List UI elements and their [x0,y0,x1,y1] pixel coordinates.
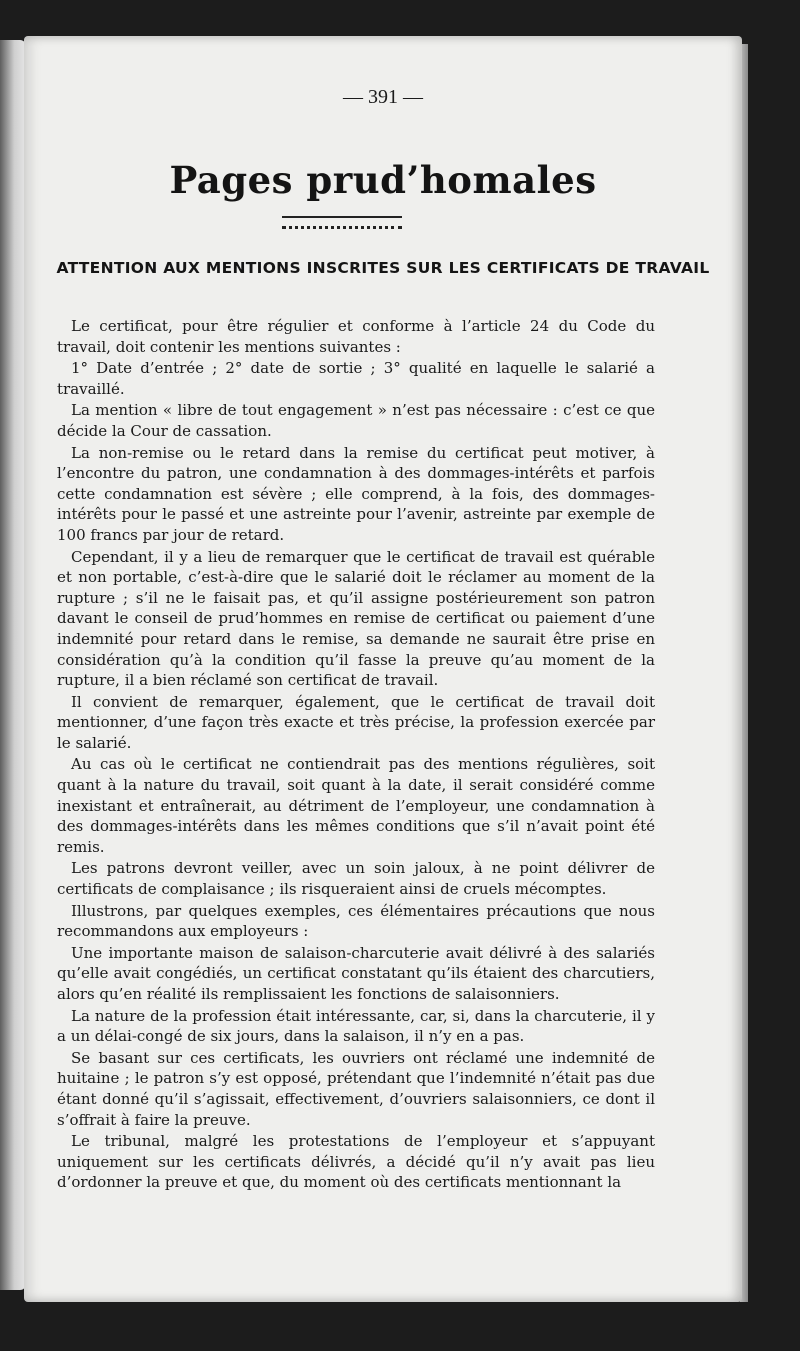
paragraph: Au cas où le certificat ne contiendrait pas des mentions régulières, soit quant à la nature du travail, soit quant à la date, il serait considéré comme inexistant et entraînerait, au détriment de l’employeur, une condamnation à des dommages-intérêts dans les mêmes conditions que s’il n’avait point été remis. [57,755,655,856]
paragraph: Illustrons, par quelques exemples, ces élémentaires précautions que nous recommandons aux employeurs : [57,901,655,941]
paragraph: La mention « libre de tout engagement » n’est pas nécessaire : c’est ce que décide la Cour de cassation. [57,401,655,440]
paragraph: Se basant sur ces certificats, les ouvriers ont réclamé une indemnité de huitaine ; le patron s’y est opposé, prétendant que l’indemnité n’était pas due étant donné qu’il s’agissait, effectivement, d’ouvriers salaisonniers, ce dont il s’offrait à faire la preuve. [57,1048,655,1129]
paragraph: 1° Date d’entrée ; 2° date de sortie ; 3° qualité en laquelle le salarié a travaillé. [57,359,655,398]
section-heading: ATTENTION AUX MENTIONS INSCRITES SUR LES CERTIFICATS DE TRAVAIL [56,259,710,277]
title-underline-ornament [282,216,402,229]
book-page [24,36,742,1302]
page-number: — 391 — [343,86,423,108]
page-title: Pages prud’homales [169,158,597,202]
paragraph: Les patrons devront veiller, avec un soin jaloux, à ne point délivrer de certificats de complaisance ; ils risqueraient ainsi de cruels mécomptes. [57,859,655,899]
paragraph: Le tribunal, malgré les protestations de l’employeur et s’appuyant uniquement sur les certificats délivrés, a décidé qu’il n’y avait pas lieu d’ordonner la preuve et que, du moment où des certificats mentionnant la [57,1132,655,1192]
paragraph: Cependant, il y a lieu de remarquer que le certificat de travail est quérable et non portable, c’est-à-dire que le salarié doit le réclamer au moment de la rupture ; s’il ne le faisait pas, et qu’il assigne postérieurement son patron davant le conseil de prud’hommes en remise de certificat ou paiement d’une indemnité pour retard dans le remise, sa demande ne saurait être prise en considération qu’à la condition qu’il fasse la preuve qu’au moment de la rupture, il a bien réclamé son certificat de travail. [57,547,655,690]
paragraph: Il convient de remarquer, également, que le certificat de travail doit mentionner, d’une façon très exacte et très précise, la profession exercée par le salarié. [57,692,655,752]
paragraph: Le certificat, pour être régulier et conforme à l’article 24 du Code du travail, doit contenir les mentions suivantes : [57,317,655,356]
paragraph: La nature de la profession était intéressante, car, si, dans la charcuterie, il y a un délai-congé de six jours, dans la salaison, il n’y en a pas. [57,1006,655,1046]
paragraph: Une importante maison de salaison-charcuterie avait délivré à des salariés qu’elle avait congédiés, un certificat constatant qu’ils étaient des charcutiers, alors qu’en réalité ils remplissaient les fonctions de salaisonniers. [57,943,655,1003]
paragraph: La non-remise ou le retard dans la remise du certificat peut motiver, à l’encontre du patron, une condamnation à des dommages-intérêts et parfois cette condamnation est sévère ; elle comprend, à la fois, des dommages-intérêts pour le passé et une astreinte pour l’avenir, astreinte par exemple de 100 francs par jour de retard. [57,443,655,544]
article-body [57,316,655,1194]
facing-page-edge [0,40,26,1290]
